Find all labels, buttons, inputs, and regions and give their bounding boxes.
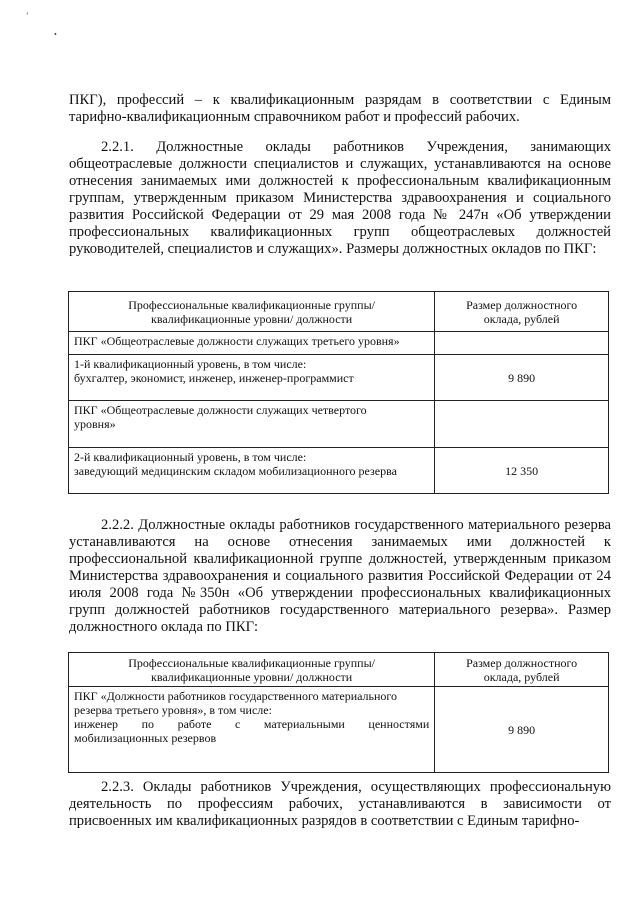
table-header-row [69, 292, 609, 332]
table-row [69, 448, 609, 494]
header-groups: Профессиональные квалификационные группы/ квалификационные уровни/ должности [69, 292, 435, 332]
paragraph-2-2-1 [69, 139, 611, 258]
table-row [69, 332, 609, 355]
paragraph-text: 2.2.1. Должностные оклады работников Учреждения, занимающих общеотраслевые должности специалистов и служащих, устанавливаются на основе отнесения занимаемых ими должностей к профессиональным квалификационным группам, утвержденным приказом Министерства здравоохранения и социального развития Российской Федерации от 29 мая 2008 года № 247н «Об утверждении профессиональных квалификационных групп общеотраслевых должностей руководителей, специалистов и служащих». Размеры должностных окладов по ПКГ: [69, 139, 611, 257]
table-header-row [69, 653, 609, 687]
paragraph-2-2-3 [69, 779, 611, 830]
row-label: 2-й квалификационный уровень, в том числе: заведующий медицинским складом мобилизационного резерва [69, 448, 435, 494]
row-value: 9 890 [435, 687, 609, 773]
row-value: 12 350 [435, 448, 609, 494]
paragraph-continuation [69, 92, 611, 126]
paragraph-text: 2.2.3. Оклады работников Учреждения, осуществляющих профессиональную деятельность по профессиям рабочих, устанавливаются в зависимости от присвоенных им квалификационных разрядов в соответствии с Единым тарифно- [69, 779, 611, 829]
text-line: ПКГ), профессий – к квалификационным разрядам в соответствии с Единым [69, 92, 611, 108]
row-value [435, 401, 609, 448]
header-salary: Размер должностного оклада, рублей [435, 292, 609, 332]
salary-table-2 [68, 652, 609, 773]
paragraph-2-2-2 [69, 517, 611, 636]
row-label: 1-й квалификационный уровень, в том числе: бухгалтер, экономист, инженер, инженер-программист [69, 355, 435, 401]
row-label: ПКГ «Общеотраслевые должности служащих третьего уровня» [69, 332, 435, 355]
row-label: ПКГ «Должности работников государственного материального резерва третьего уровня», в том числе: инженер по работе с материальными ценностями мобилизационных резервов [69, 687, 435, 773]
scan-dot: • [54, 30, 57, 39]
table-row [69, 687, 609, 773]
table-row [69, 355, 609, 401]
text-line: тарифно-квалификационным справочником работ и профессий рабочих. [69, 109, 520, 125]
row-label: ПКГ «Общеотраслевые должности служащих четвертого уровня» [69, 401, 435, 448]
salary-table-1 [68, 291, 609, 494]
paragraph-text: 2.2.2. Должностные оклады работников государственного материального резерва устанавливаются на основе отнесения занимаемых ими должностей к профессиональной квалификационной группе должностей, утвержденным приказом Министерства здравоохранения и социального развития Российской Федерации от 24 июля 2008 года №350н «Об утверждении профессиональных квалификационных групп должностей работников государственного материального резерва». Размер должностного оклада по ПКГ: [69, 517, 611, 635]
header-groups: Профессиональные квалификационные группы/ квалификационные уровни/ должности [69, 653, 435, 687]
table-row [69, 401, 609, 448]
row-value [435, 332, 609, 355]
row-value: 9 890 [435, 355, 609, 401]
scan-mark: ʼ [26, 11, 29, 20]
header-salary: Размер должностного оклада, рублей [435, 653, 609, 687]
